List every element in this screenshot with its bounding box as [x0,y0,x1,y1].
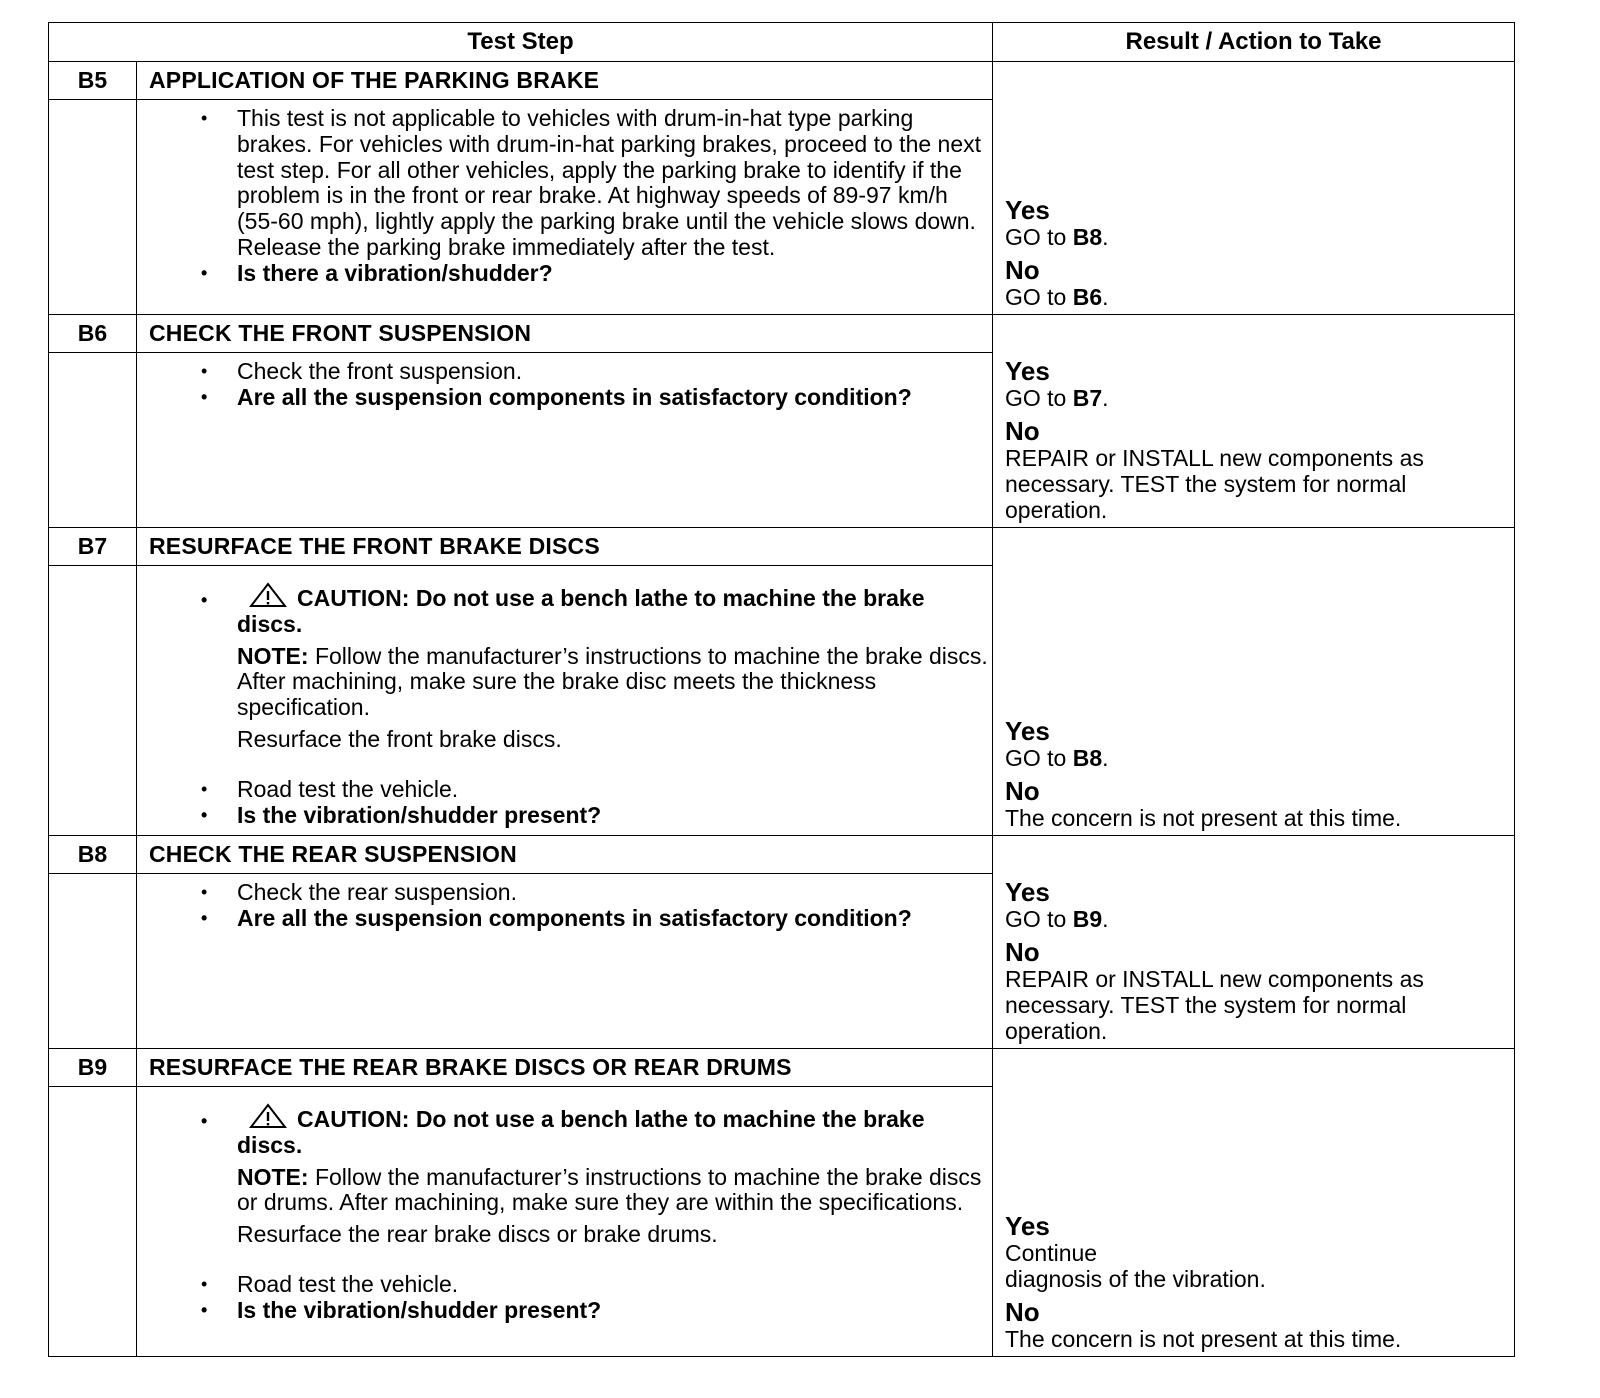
step-body [137,100,993,315]
bullet-icon: • [201,1273,208,1294]
bullet-icon: • [201,262,208,283]
bullet-icon: • [201,804,208,825]
step-title-row [49,315,1515,353]
step-title: CHECK THE REAR SUSPENSION [137,836,993,874]
action-item: Resurface the rear brake discs or brake drums. [237,1221,718,1248]
empty-code-cell [49,566,137,836]
spacer [237,753,992,777]
yes-label: Yes [1005,1211,1050,1241]
no-label: No [1005,255,1040,285]
bullet-icon: • [201,1299,208,1320]
caution-item: • CAUTION: Do not use a bench lathe to machine the brake discs. [237,582,992,638]
note-item: NOTE: Follow the manufacturer’s instructions to machine the brake discs or drums. After machining, make sure they are within the specifications. [237,1163,982,1216]
no-action: The concern is not present at this time. [1005,1326,1402,1352]
bullet-icon: • [201,1111,208,1131]
step-bullet: • Road test the vehicle. [201,775,459,802]
no-action: The concern is not present at this time. [1005,805,1402,831]
no-action: REPAIR or INSTALL new components as necessary. TEST the system for normal operation. [1005,445,1424,523]
result-cell [993,1049,1515,1357]
bullet-icon: • [201,590,208,610]
step-title-row [49,528,1515,566]
bullet-icon: • [201,108,208,128]
yes-action-line2: diagnosis of the vibration. [1005,1266,1266,1292]
result-cell [993,62,1515,315]
step-code: B9 [49,1049,137,1087]
action-item: Resurface the front brake discs. [237,725,562,752]
step-title: APPLICATION OF THE PARKING BRAKE [137,62,993,100]
empty-code-cell [49,100,137,315]
step-bullet: • Check the front suspension. [201,358,523,384]
no-label: No [1005,776,1040,806]
step-title: RESURFACE THE REAR BRAKE DISCS OR REAR DRUMS [137,1049,993,1087]
step-code: B8 [49,836,137,874]
result-cell [993,528,1515,836]
caution-item: • CAUTION: Do not use a bench lathe to machine the brake discs. [237,1103,992,1159]
step-question: • Is the vibration/shudder present? [201,1296,602,1323]
result-cell [993,315,1515,528]
step-body [137,1087,993,1357]
no-label: No [1005,1297,1040,1327]
no-label: No [1005,937,1040,967]
warning-icon [249,582,287,608]
step-question: • Are all the suspension components in satisfactory condition? [201,904,912,931]
bullet-icon: • [201,386,208,407]
yes-action: GO to B7. [1005,385,1109,411]
step-code: B7 [49,528,137,566]
step-title: CHECK THE FRONT SUSPENSION [137,315,993,353]
yes-label: Yes [1005,716,1050,746]
header-row [49,23,1515,62]
empty-code-cell [49,1087,137,1357]
step-question: • Is there a vibration/shudder? [201,259,553,286]
step-title-row [49,1049,1515,1087]
step-body [137,874,993,1049]
step-title-row [49,836,1515,874]
step-title: RESURFACE THE FRONT BRAKE DISCS [137,528,993,566]
bullet-icon: • [201,907,208,928]
step-title-row [49,62,1515,100]
step-code: B6 [49,315,137,353]
step-body [137,353,993,528]
step-code: B5 [49,62,137,100]
bullet-icon: • [201,882,208,902]
result-cell [993,836,1515,1049]
spacer [237,1248,992,1272]
empty-code-cell [49,353,137,528]
no-label: No [1005,416,1040,446]
step-bullet: • This test is not applicable to vehicles with drum-in-hat type parking brakes. For vehicles with drum-in-hat parking brakes, proceed to the next test step. For all other vehicles, apply the parking brake to identify if the problem is in the front or rear brake. At highway speeds of 89-97 km/h (55-60 mph), lightly apply the parking brake until the vehicle slows down. Release the parking brake immediately after the test. [201,105,982,260]
note-item: NOTE: Follow the manufacturer’s instructions to machine the brake discs. After machining, make sure the brake disc meets the thickness specification. [237,642,988,721]
step-body [137,566,993,836]
empty-code-cell [49,874,137,1049]
yes-action: GO to B8. [1005,224,1109,250]
yes-label: Yes [1005,195,1050,225]
yes-label: Yes [1005,877,1050,907]
result-action-header: Result / Action to Take [993,23,1515,62]
yes-action: GO to B9. [1005,906,1109,932]
step-bullet: • Road test the vehicle. [201,1270,459,1297]
no-action: GO to B6. [1005,284,1109,310]
no-action: REPAIR or INSTALL new components as necessary. TEST the system for normal operation. [1005,966,1424,1044]
diagnostic-table [48,22,1515,1357]
yes-action-line1: Continue [1005,1240,1098,1266]
test-step-header: Test Step [49,23,993,62]
step-question: • Is the vibration/shudder present? [201,801,602,828]
yes-action: GO to B8. [1005,745,1109,771]
step-bullet: • Check the rear suspension. [201,879,517,905]
warning-icon [249,1103,287,1129]
bullet-icon: • [201,778,208,799]
yes-label: Yes [1005,356,1050,386]
bullet-icon: • [201,361,208,381]
step-question: • Are all the suspension components in satisfactory condition? [201,383,912,410]
